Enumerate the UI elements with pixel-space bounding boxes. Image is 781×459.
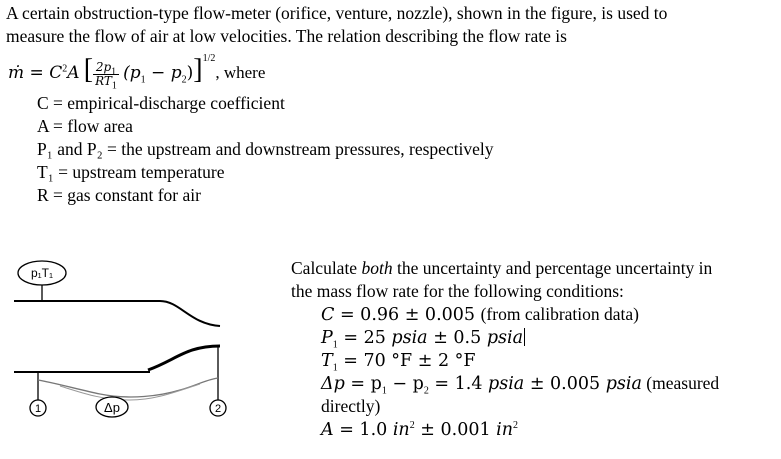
formula-area: A [67, 63, 80, 83]
definition-p1-p2: P₁ and P₂ = the upstream and downstream pressures, respectively [37, 139, 494, 159]
condition-dp-note: directly) [321, 396, 381, 416]
intro-paragraph [6, 2, 776, 48]
c-note: (from calibration data) [480, 304, 640, 324]
formula-exponent: 1/2 [202, 53, 216, 65]
a-uncertainty-exponent: 2 [513, 420, 519, 432]
c-symbol: C [321, 305, 335, 325]
formula-p2-sub: 2 [181, 74, 187, 86]
flow-meter-figure [0, 250, 290, 430]
condition-p1 [321, 326, 525, 349]
dp-label: Δp [104, 400, 120, 415]
formula-p1-sub: 1 [140, 74, 146, 86]
dp-note-1: (measured [641, 373, 720, 393]
p1-unit: psia [391, 328, 428, 348]
mass-flow-symbol: ṁ [8, 63, 25, 83]
text-cursor [524, 328, 525, 346]
tap-2-label: 2 [214, 403, 222, 415]
dp-equals-p1: = p [344, 374, 382, 394]
gauge-label: p₁T₁ [30, 266, 54, 280]
nozzle-contour [148, 346, 220, 370]
formula-equals: = [24, 63, 50, 83]
formula-paren-close: ) [186, 63, 194, 83]
question-line-1 [291, 257, 712, 279]
p1-uncertainty-unit: psia [486, 328, 524, 348]
fraction-numerator-sub: 1 [111, 65, 117, 77]
intro-line-1: A certain obstruction-type flow-meter (orifice, venture, nozzle), shown in the figure, is used to [6, 3, 668, 23]
definition-a: A = flow area [37, 116, 133, 136]
fraction-denominator-sub: 1 [111, 79, 117, 91]
dp-p1-sub: 1 [381, 385, 387, 397]
c-value: = 0.96 ± 0.005 [334, 305, 481, 325]
intro-line-2: measure the flow of air at low velocities. The relation describing the flow rate is [6, 26, 567, 46]
t1-symbol: T [321, 351, 333, 371]
dp-value: = 1.4 [428, 374, 489, 394]
formula-fraction [93, 59, 119, 91]
t1-sub: 1 [332, 362, 338, 374]
p1-uncertainty: ± 0.5 [427, 328, 487, 348]
question-text-c: the uncertainty and percentage uncertainty in [392, 258, 713, 278]
question-emphasis: both [361, 258, 393, 278]
a-unit: in [392, 420, 410, 440]
definition-t1: T₁ = upstream temperature [37, 162, 225, 182]
formula-minus-p2: − p [145, 63, 182, 83]
dp-p2-sub: 2 [423, 385, 429, 397]
p1-symbol: P [321, 328, 333, 348]
question-line-2: the mass flow rate for the following conditions: [291, 281, 624, 301]
question-text-a: Calculate [291, 258, 362, 278]
pipe-top-wall [14, 301, 220, 326]
condition-dp [321, 372, 719, 395]
t1-value: = 70 °F ± 2 °F [337, 351, 476, 371]
dp-uncertainty: ± 0.005 [524, 374, 606, 394]
tap-1-label: 1 [34, 403, 42, 415]
flow-rate-formula [8, 53, 266, 91]
dp-unit: psia [488, 374, 525, 394]
p1-sub: 1 [332, 339, 338, 351]
formula-c: C [49, 63, 63, 83]
condition-c [321, 303, 639, 326]
a-symbol: A [321, 420, 334, 440]
formula-paren-p1: (p [123, 63, 141, 83]
formula-c-exponent: 2 [62, 63, 68, 75]
p1-value: = 25 [337, 328, 392, 348]
definition-r: R = gas constant for air [37, 185, 201, 205]
condition-t1 [321, 349, 476, 372]
left-bracket: [ [83, 54, 94, 85]
dp-minus-p2: − p [386, 374, 424, 394]
definition-c: C = empirical-discharge coefficient [37, 93, 285, 113]
fraction-denominator: RT [95, 73, 112, 88]
dp-symbol: Δp [321, 374, 345, 394]
a-unit-exponent: 2 [409, 420, 415, 432]
a-uncertainty-unit: in [496, 420, 514, 440]
condition-a [321, 418, 518, 441]
formula-where: , where [215, 63, 266, 82]
dp-uncertainty-unit: psia [605, 374, 642, 394]
a-value: = 1.0 [333, 420, 393, 440]
a-uncertainty: ± 0.001 [414, 420, 497, 440]
fraction-numerator: 2p [95, 59, 112, 74]
right-bracket: ] [193, 54, 203, 85]
